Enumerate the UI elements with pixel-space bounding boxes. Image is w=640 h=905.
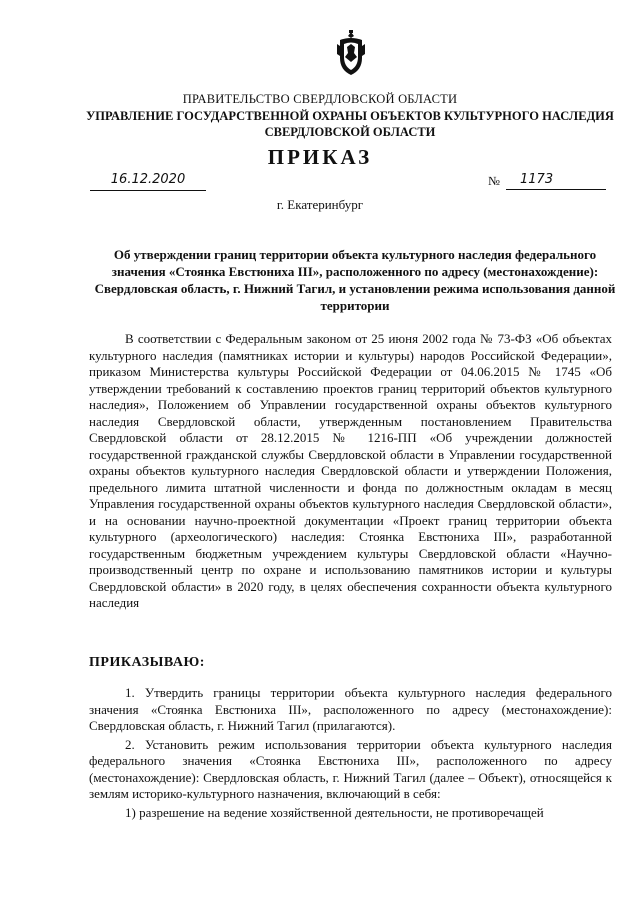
- order-item: 1. Утвердить границы территории объекта культурного наследия федерального значения «Стоянка Евстюниха III», расположенного по адресу (местонахождение): Свердловская область, г. Нижний Тагил (прилагаются).: [89, 685, 612, 733]
- order-date: 16.12.2020: [90, 172, 206, 191]
- preamble-text: В соответствии с Федеральным законом от 25 июня 2002 года № 73-ФЗ «Об объектах культурного наследия (памятниках истории и культуры) народов Российской Федерации», приказом Министерства культуры Российской Федерации от 04.06.2015 № 1745 «Об утверждении требований к составлению проектов границ территорий объектов культурного наследия», Положением об Управлении государственной охраны объектов культурного наследия Свердловской области, утвержденным постановлением Правительства Свердловской области от 28.12.2015 № 1216-ПП «Об учреждении должностей государственной гражданской службы Свердловской области в Управлении государственной охраны объектов культурного наследия Свердловской области и утверждении Положения, предельного лимита штатной численности и фонда по должностным окладам в месяц Управления государственной охраны объектов культурного наследия Свердловской области», и на основании научно-проектной документации «Проект границ территории объекта культурного (археологического) наследия: Стоянка Евстюниха III», разработанной государственным бюджетным учреждением культуры Свердловской области «Научно-производственный центр по охране и использованию памятников истории и культуры Свердловской области» в 2020 году, в целях обеспечения сохранности объекта культурного наследия: [89, 331, 612, 610]
- department-name: УПРАВЛЕНИЕ ГОСУДАРСТВЕННОЙ ОХРАНЫ ОБЪЕКТОВ КУЛЬТУРНОГО НАСЛЕДИЯ СВЕРДЛОВСКОЙ ОБЛАСТИ: [86, 109, 614, 139]
- city: г. Екатеринбург: [276, 197, 364, 212]
- order-subject: Об утверждении границ территории объекта культурного наследия федерального значения «Стоянка Евстюниха III», расположенного по адресу (местонахождение): Свердловская область, г. Нижний Тагил, и установлении режима использования данной территории: [94, 247, 616, 313]
- preamble: [89, 331, 612, 612]
- government-name: ПРАВИТЕЛЬСТВО СВЕРДЛОВСКОЙ ОБЛАСТИ: [182, 92, 458, 106]
- orders-heading: ПРИКАЗЫВАЮ:: [89, 655, 205, 670]
- order-item: 1) разрешение на ведение хозяйственной деятельности, не противоречащей: [125, 804, 544, 820]
- coat-of-arms-icon: [336, 30, 366, 76]
- order-items: [89, 685, 612, 823]
- order-number-label: №: [488, 174, 500, 188]
- order-item: 2. Установить режим использования территории объекта культурного наследия федерального значения «Стоянка Евстюниха III», расположенного по адресу (местонахождение): Свердловская область, г. Нижний Тагил (далее – Объект), относящейся к землям историко-культурного назначения, включающий в себя:: [89, 736, 612, 801]
- document-title: ПРИКАЗ: [267, 145, 373, 169]
- order-number: 1173: [506, 172, 606, 190]
